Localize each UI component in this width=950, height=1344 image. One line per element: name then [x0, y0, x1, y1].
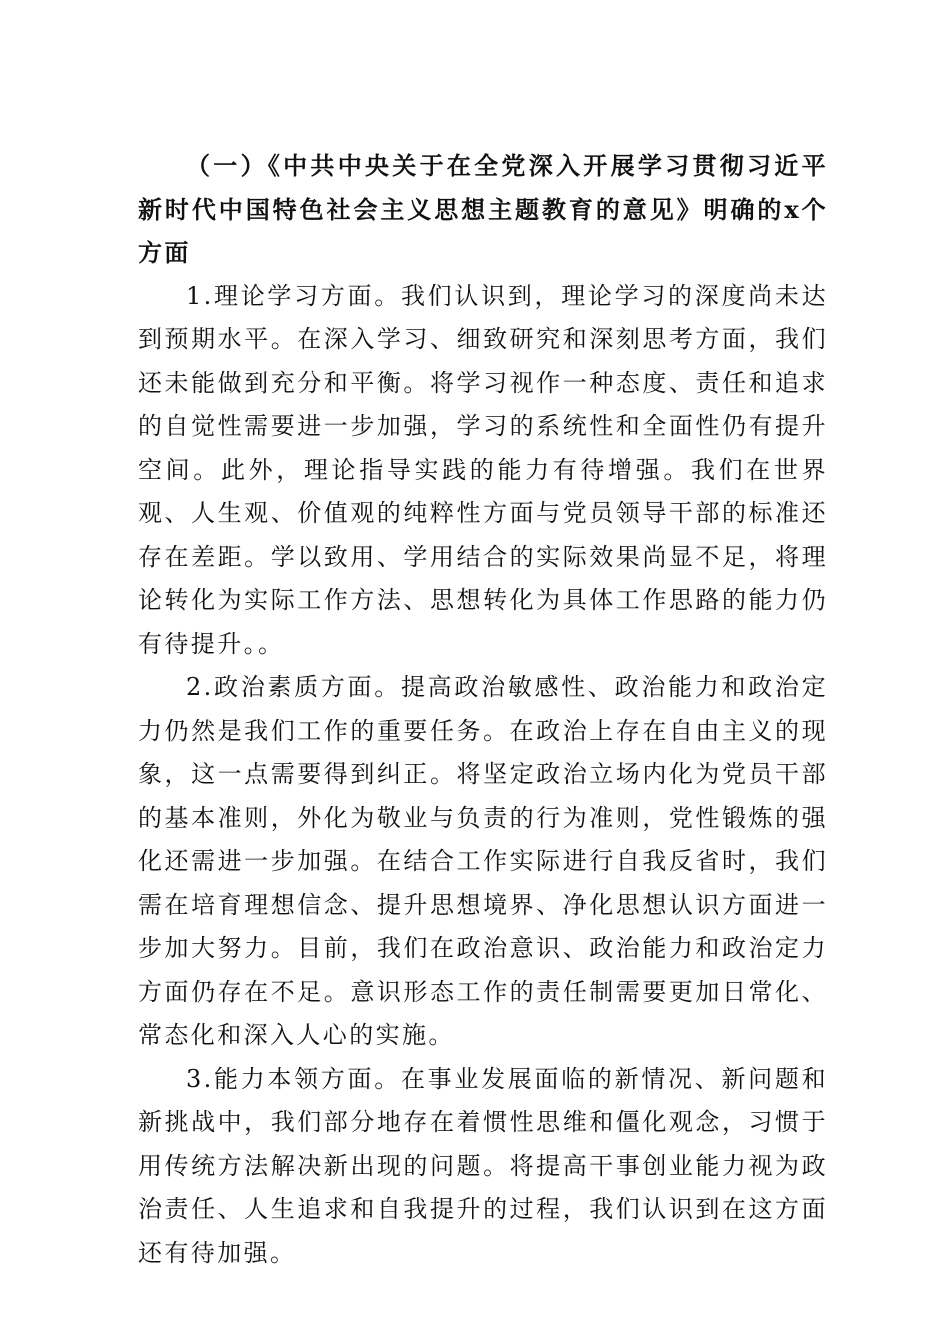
- section-heading: （一）《中共中央关于在全党深入开展学习贯彻习近平新时代中国特色社会主义思想主题教育的意见》明确的x个方面: [138, 151, 828, 267]
- paragraph-theory-study: 1.理论学习方面。我们认识到，理论学习的深度尚未达到预期水平。在深入学习、细致研究和深刻思考方面，我们还未能做到充分和平衡。将学习视作一种态度、责任和追求的自觉性需要进一步加强，学习的系统性和全面性仍有提升空间。此外，理论指导实践的能力有待增强。我们在世界观、人生观、价值观的纯粹性方面与党员领导干部的标准还存在差距。学以致用、学用结合的实际效果尚显不足，将理论转化为实际工作方法、思想转化为具体工作思路的能力仍有待提升。。: [138, 281, 828, 658]
- paragraph-political-quality: 2.政治素质方面。提高政治敏感性、政治能力和政治定力仍然是我们工作的重要任务。在政治上存在自由主义的现象，这一点需要得到纠正。将坚定政治立场内化为党员干部的基本准则，外化为敬业与负责的行为准则，党性锻炼的强化还需进一步加强。在结合工作实际进行自我反省时，我们需在培育理想信念、提升思想境界、净化思想认识方面进一步加大努力。目前，我们在政治意识、政治能力和政治定力方面仍存在不足。意识形态工作的责任制需要更加日常化、常态化和深入人心的实施。: [138, 673, 828, 1049]
- document-body: [138, 144, 828, 1275]
- paragraph-ability-skills: 3.能力本领方面。在事业发展面临的新情况、新问题和新挑战中，我们部分地存在着惯性思维和僵化观念，习惯于用传统方法解决新出现的问题。将提高干事创业能力视为政治责任、人生追求和自我提升的过程，我们认识到在这方面还有待加强。: [138, 1064, 828, 1267]
